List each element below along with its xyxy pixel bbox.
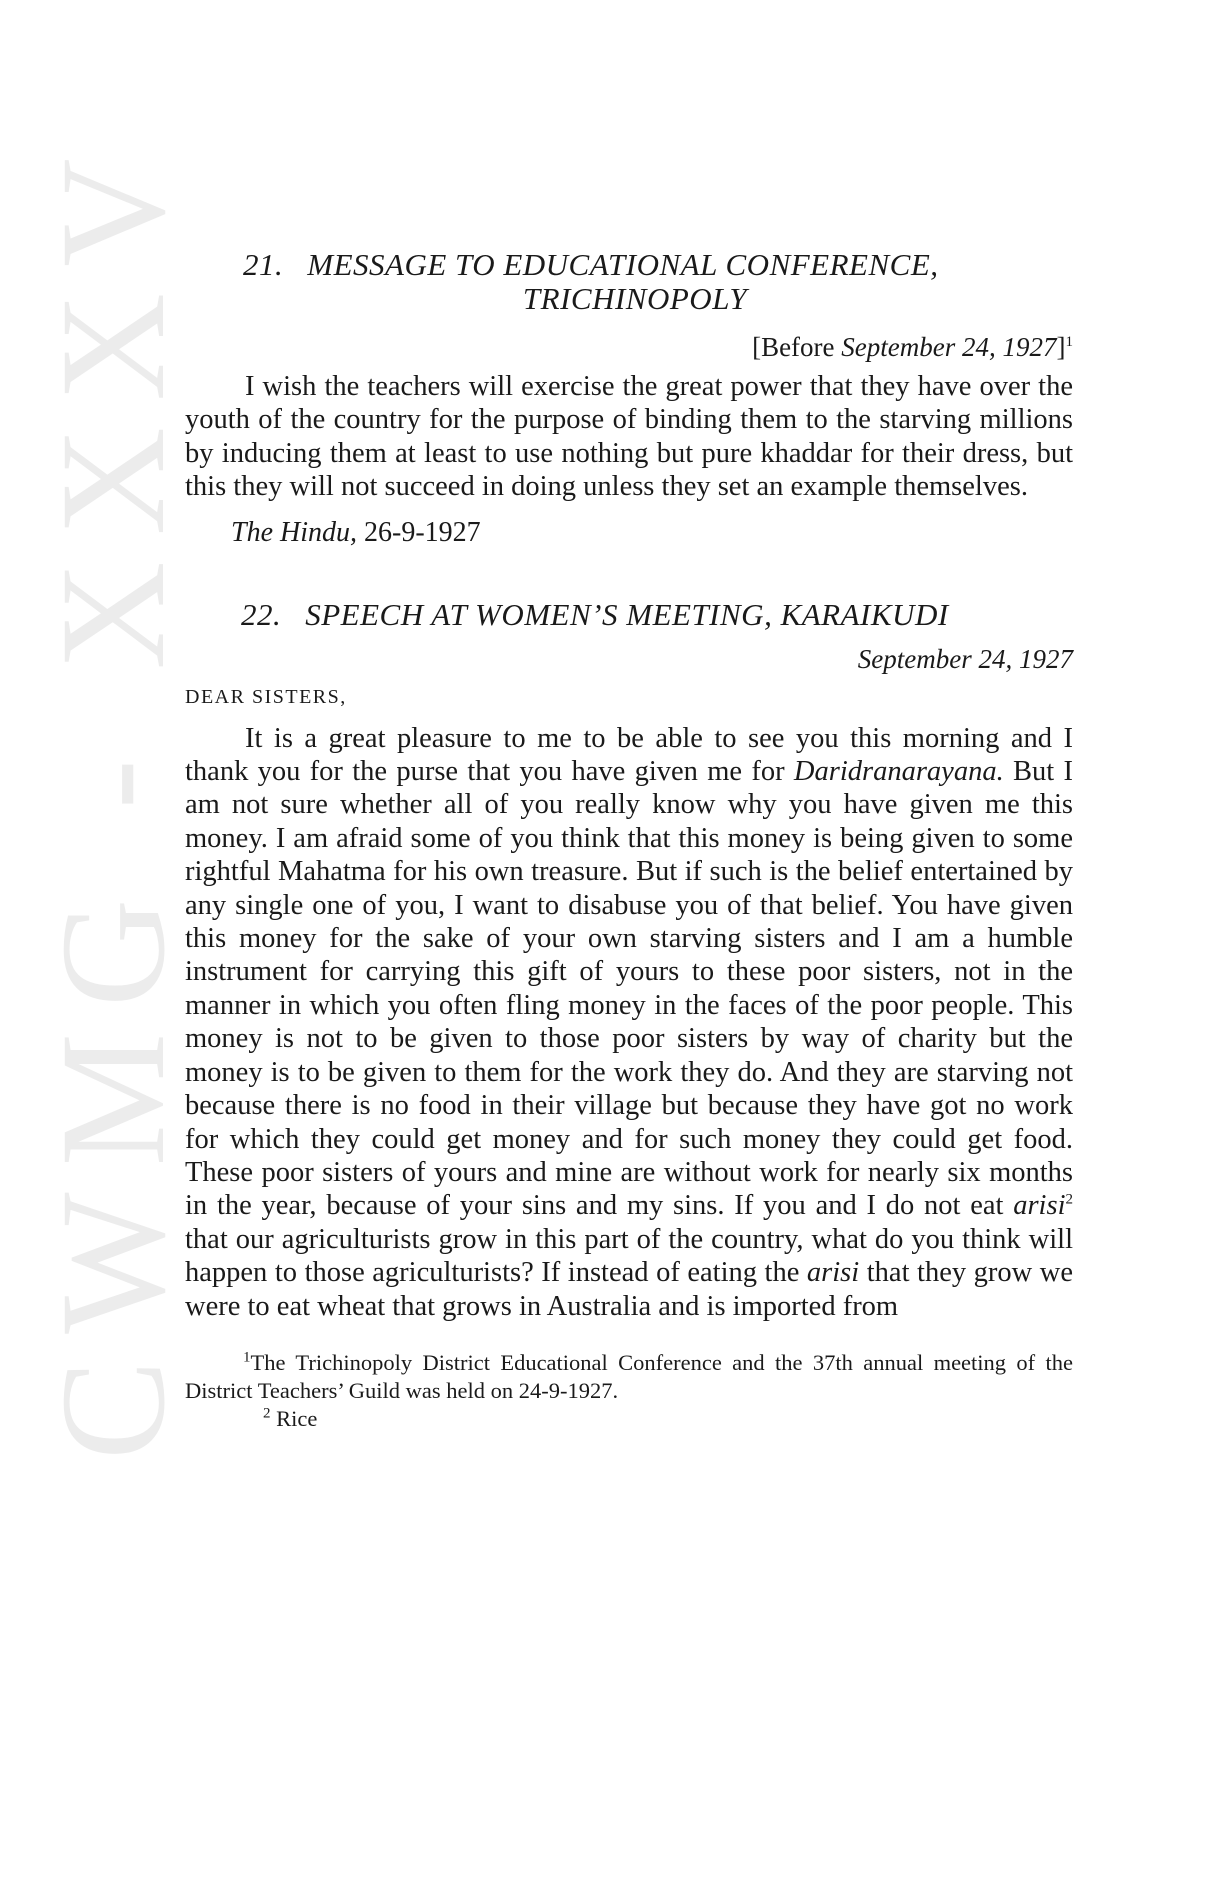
- footnote-text: Rice: [276, 1405, 318, 1431]
- salutation: DEAR SISTERS,: [185, 685, 347, 708]
- footnote-number: 1: [243, 1349, 251, 1366]
- body-paragraph-22: [185, 722, 1073, 1323]
- body-text: that they grow we were to eat wheat that grows in Australia and is imported from: [185, 1257, 1074, 1322]
- section-title-line1: MESSAGE TO EDUCATIONAL CONFERENCE,: [307, 247, 939, 282]
- source-date: 26-9-1927: [357, 516, 481, 548]
- footnotes: [185, 1349, 1073, 1433]
- section-title-line2: TRICHINOPOLY: [522, 281, 748, 316]
- footnote-ref: 2: [1065, 1191, 1073, 1208]
- footnote-number: 2: [263, 1405, 271, 1422]
- section-dateline-21: [185, 330, 1073, 364]
- footnote-text: The Trichinopoly District Educational Conference and the 37th annual meeting of the District Teachers’ Guild was held on 24-9-1927.: [185, 1349, 1073, 1403]
- body-italic: arisi: [1013, 1190, 1066, 1222]
- section-date-22: September 24, 1927: [857, 643, 1073, 674]
- body-text: that our agriculturists grow in this part of the country, what do you think will happen to those agriculturists? If instead of eating the: [185, 1223, 1073, 1289]
- section-title: SPEECH AT WOMEN’S MEETING, KARAIKUDI: [305, 596, 949, 632]
- body-italic: Daridranarayana.: [793, 756, 1004, 788]
- date-suffix: ]: [1056, 332, 1066, 362]
- source-publication: The Hindu,: [231, 516, 357, 548]
- body-text: But I am not sure whether all of you really know why you have given me this money. I am afraid some of you think that this money is being given to some rightful Mahatma for his own treasure. But if such is the belief entertained by any single one of you, I want to disabuse you of that belief. You have given this money for the sake of your own starving sisters and I am a humble instrument for carrying this gift of yours to these poor sisters, not in the manner in which you often fling money in the faces of the poor people. This money is not to be given to those poor sisters by way of charity but the money is to be given to them for the work they do. And they are starving not because there is no food in their village but because they have got no work for which they could get money and for such money they could get food. These poor sisters of yours and mine are without work for nearly six months in the year, because of your sins and my sins. If you and I do not eat: [185, 756, 1073, 1222]
- body-paragraph-21: I wish the teachers will exercise the great power that they have over the youth of the country for the purpose of binding them to the starving millions by inducing them at least to use nothing but pure khaddar for their dress, but this they will not succeed in doing unless they set an example themselves.: [185, 371, 1073, 503]
- body-text: It is a great pleasure to me to be able to see you this morning and I thank you for the purse that you have given me for: [185, 722, 1073, 788]
- section-number: 21.: [243, 247, 284, 282]
- footnote-1: [185, 1349, 1073, 1405]
- date-prefix: [Before: [752, 332, 842, 362]
- source-citation: [185, 516, 1073, 550]
- section-number: 22.: [241, 596, 282, 632]
- section-heading-22: [185, 598, 1073, 632]
- body-italic: arisi: [806, 1257, 860, 1289]
- page-content: [185, 248, 1073, 1433]
- footnote-2: [185, 1405, 1073, 1433]
- watermark: CWMG - XXXV: [30, 132, 196, 1460]
- date-italic: September 24, 1927: [841, 332, 1057, 362]
- footnote-ref: 1: [1065, 334, 1073, 350]
- section-heading-21: [185, 248, 1073, 282]
